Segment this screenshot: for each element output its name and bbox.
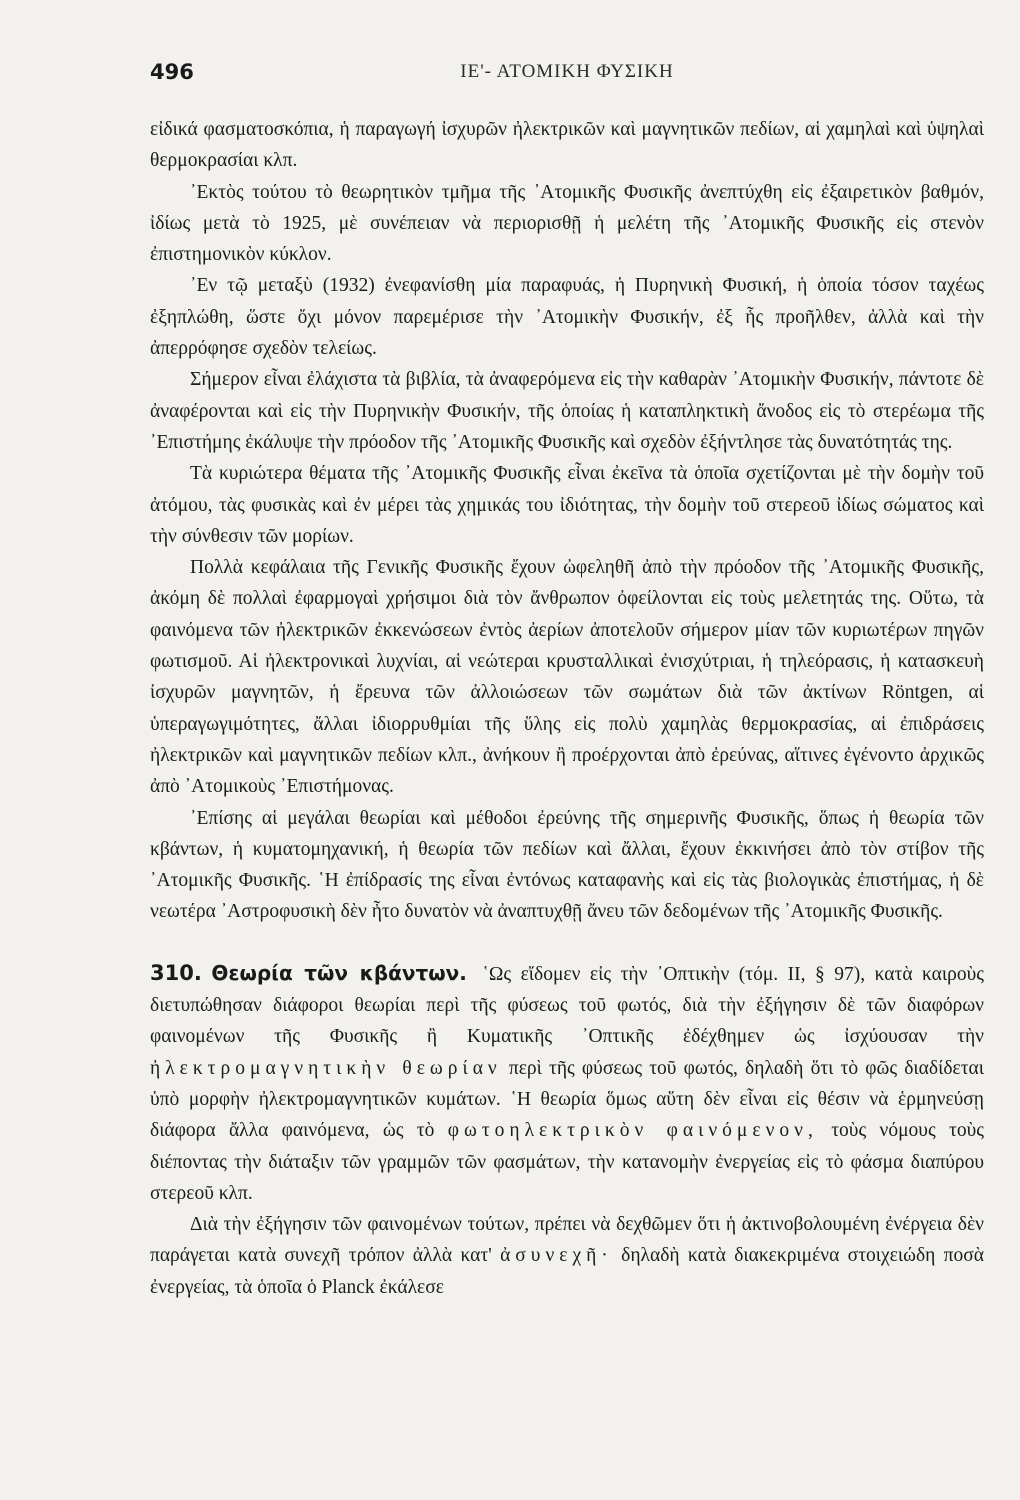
paragraph: Πολλὰ κεφάλαια τῆς Γενικῆς Φυσικῆς ἔχουν ὠφεληθῆ ἀπὸ τὴν πρόοδον τῆς ᾿Ατομικῆς Φυσικῆς, ἀκόμη δὲ πολλαὶ ἐφαρμογαὶ χρήσιμοι διὰ τὸν ἄνθρωπον ὀφείλονται εἰς τοὺς μελετητάς της. Οὕτω, τὰ φαινόμενα τῶν ἠλεκτρικῶν ἐκκενώσεων ἐντὸς ἀερίων ἀποτελοῦν σήμερον μίαν τῶν κυριωτέρων πηγῶν φωτισμοῦ. Αἱ ἠλεκτρονικαὶ λυχνίαι, αἱ νεώτεραι κρυσταλλικαὶ ἐνισχύτριαι, ἡ τηλεόρασις, ἡ κατασκευὴ ἰσχυρῶν μαγνητῶν, ἡ ἔρευνα τῶν ἀλλοιώσεων τῶν σωμάτων διὰ τῶν ἀκτίνων Röntgen, αἱ ὑπεραγωγιμότητες, ἄλλαι ἰδιορρυθμίαι τῆς ὕλης εἰς πολὺ χαμηλὰς θερμοκρασίας, αἱ ἐπιδράσεις ἠλεκτρικῶν καὶ μαγνητικῶν πεδίων κλπ., ἀνήκουν ἢ προέρχονται ἀπὸ ἐρεύνας, αἵτινες ἐγένοντο ἀρχικῶς ἀπὸ ᾿Ατομικοὺς ᾿Επιστήμονας. [150, 557, 984, 798]
section-title: Θεωρία τῶν κβάντων. [211, 960, 467, 985]
paragraph [150, 1209, 984, 1303]
body-text [150, 114, 984, 1303]
emphasized-term: ἠλεκτρομαγνητικὴν θεωρίαν [150, 1057, 502, 1079]
text-run: τοὺς νόμους τοὺς διέποντας τὴν διάταξιν τῶν γραμμῶν τῶν φασμάτων, τὴν κατανομὴν ἐνεργείας εἰς τὸ φάσμα διαπύρου στερεοῦ κλπ. [150, 1120, 984, 1204]
text-run: ῾Ως εἴδομεν εἰς τὴν ᾿Οπτικὴν (τόμ. II, § 97), κατὰ καιροὺς διετυπώθησαν διάφοροι θεωρίαι περὶ τῆς φύσεως τοῦ φωτός, διὰ τὴν ἐξήγησιν δὲ τῶν διαφόρων φαινομένων τῆς Φυσικῆς ἢ Κυματικῆς ᾿Οπτικῆς ἐδέχθημεν ὡς ἰσχύουσαν τὴν [150, 963, 985, 1048]
paragraph: ᾿Εκτὸς τούτου τὸ θεωρητικὸν τμῆμα τῆς ᾿Ατομικῆς Φυσικῆς ἀνεπτύχθη εἰς ἐξαιρετικὸν βαθμόν, ἰδίως μετὰ τὸ 1925, μὲ συνέπειαν νὰ περιορισθῇ ἡ μελέτη τῆς ᾿Ατομικῆς Φυσικῆς εἰς στενὸν ἐπιστημονικὸν κύκλον. [150, 181, 984, 266]
page-number: 496 [150, 60, 194, 84]
section-310-paragraph [150, 958, 984, 1209]
paragraph: Σήμερον εἶναι ἐλάχιστα τὰ βιβλία, τὰ ἀναφερόμενα εἰς τὴν καθαρὰν ᾿Ατομικὴν Φυσικήν, πάντοτε δὲ ἀναφέρονται καὶ εἰς τὴν Πυρηνικὴν Φυσικήν, τῆς ὁποίας ἡ καταπληκτικὴ ἄνοδος εἰς τὸ στερέωμα τῆς ᾿Επιστήμης ἐκάλυψε τὴν πρόοδον τῆς ᾿Ατομικῆς Φυσικῆς καὶ σχεδὸν ἐξήντλησε τὰς δυνατότητάς της. [150, 369, 984, 453]
text-run: Διὰ τὴν ἐξήγησιν τῶν φαινομένων τούτων, πρέπει νὰ δεχθῶμεν ὅτι ἡ ἀκτινοβολουμένη ἐνέργεια δὲν παράγεται κατὰ συνεχῆ τρόπον ἀλλὰ κατ' [150, 1214, 984, 1267]
text-run: δηλαδὴ κατὰ διακεκριμένα στοιχειώδη ποσὰ ἐνεργείας, τὰ ὁποῖα ὁ Planck ἐκάλεσε [150, 1245, 984, 1298]
page-header [150, 60, 984, 94]
text-run: περὶ τῆς φύσεως τοῦ φωτός, δηλαδὴ ὅτι τὸ φῶς διαδίδεται ὑπὸ μορφὴν ἠλεκτρομαγνητικῶν κυμάτων. ῾Η θεωρία ὅμως αὕτη δὲν εἶναι εἰς θέσιν νὰ ἑρμηνεύσῃ διάφορα ἄλλα φαινόμενα, ὡς τὸ [150, 1057, 984, 1142]
section-number: 310. [150, 960, 202, 985]
running-title: ΙΕ'- ΑΤΟΜΙΚΗ ΦΥΣΙΚΗ [460, 61, 674, 82]
paragraph: ᾿Εν τῷ μεταξὺ (1932) ἐνεφανίσθη μία παραφυάς, ἡ Πυρηνικὴ Φυσική, ἡ ὁποία τόσον ταχέως ἐξηπλώθη, ὥστε ὄχι μόνον παρεμέρισε τὴν ᾿Ατομικὴν Φυσικήν, ἐξ ἧς προῆλθεν, ἀλλὰ καὶ τὴν ἀπερρόφησε σχεδὸν τελείως. [150, 275, 984, 360]
paragraph: ᾿Επίσης αἱ μεγάλαι θεωρίαι καὶ μέθοδοι ἐρεύνης τῆς σημερινῆς Φυσικῆς, ὅπως ἡ θεωρία τῶν κβάντων, ἡ κυματομηχανική, ἡ θεωρία τῶν πεδίων καὶ ἄλλαι, ἔχουν ἐκκινήσει ἀπὸ τὸν στίβον τῆς ᾿Ατομικῆς Φυσικῆς. ῾Η ἐπίδρασίς της εἶναι ἐντόνως καταφανὴς καὶ εἰς τὰς βιολογικὰς ἐπιστήμας, ἡ δὲ νεωτέρα ᾿Αστροφυσικὴ δὲν ἦτο δυνατὸν νὰ ἀναπτυχθῇ ἄνευ τῶν δεδομένων τῆς ᾿Ατομικῆς Φυσικῆς. [150, 807, 984, 923]
emphasized-term: ἀσυνεχῆ· [500, 1245, 613, 1267]
emphasized-term: φωτοηλεκτρικὸν φαινόμενον, [447, 1120, 818, 1142]
paragraph: Τὰ κυριώτερα θέματα τῆς ᾿Ατομικῆς Φυσικῆς εἶναι ἐκεῖνα τὰ ὁποῖα σχετίζονται μὲ τὴν δομὴν τοῦ ἀτόμου, τὰς φυσικὰς καὶ ἐν μέρει τὰς χημικάς του ἰδιότητας, τὴν δομὴν τοῦ στερεοῦ ἰδίως σώματος καὶ τὴν σύνθεσιν τῶν μορίων. [150, 463, 984, 547]
paragraph: εἰδικά φασματοσκόπια, ἡ παραγωγή ἰσχυρῶν ἠλεκτρικῶν καὶ μαγνητικῶν πεδίων, αἱ χαμηλαὶ καὶ ὑψηλαὶ θερμοκρασίαι κλπ. [150, 119, 984, 172]
